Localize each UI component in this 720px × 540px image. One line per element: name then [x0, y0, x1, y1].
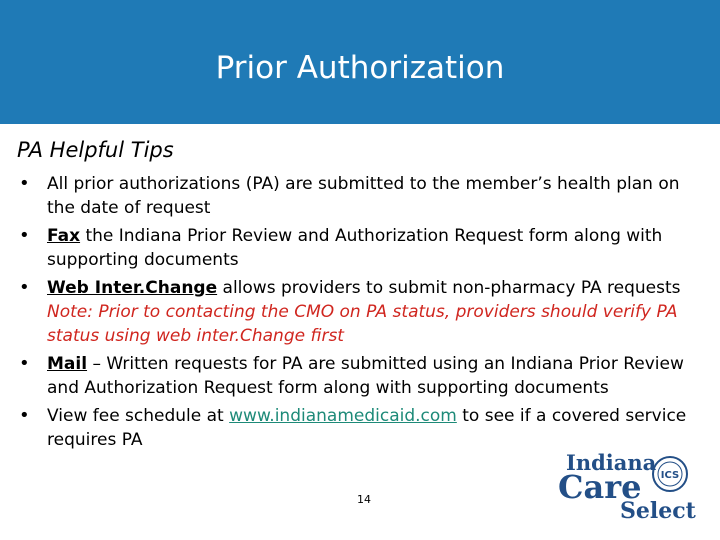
tips-list [17, 172, 707, 456]
list-item [17, 352, 707, 400]
title-bar [0, 0, 720, 124]
seal-text: ICS [660, 470, 680, 481]
bullet-text: – Written requests for PA are submitted using an Indiana Prior Review and Authorization Request form along with supporting documents [47, 354, 684, 398]
web-interchange-keyword: Web Inter.Change [47, 278, 218, 298]
indiana-care-select-logo [552, 448, 700, 522]
logo-text-select: Select [620, 498, 696, 522]
fee-schedule-link[interactable]: www.indianamedicaid.com [229, 406, 457, 426]
list-item [17, 404, 707, 452]
bullet-text: to see if a covered service requires PA [47, 406, 687, 450]
fax-keyword: Fax [47, 226, 81, 246]
bullet-text: View fee schedule at [47, 406, 230, 426]
bullet-text: allows providers to submit non-pharmacy PA requests [217, 278, 681, 298]
slide-title: Prior Authorization [215, 50, 505, 86]
seal-icon [653, 457, 687, 491]
bullet-text: the Indiana Prior Review and Authorization Request form along with supporting documents [47, 226, 663, 270]
section-subtitle: PA Helpful Tips [17, 138, 174, 162]
logo-text-care: Care [558, 468, 642, 506]
mail-keyword: Mail [47, 354, 88, 374]
list-item [17, 172, 707, 220]
bullet-text: All prior authorizations (PA) are submitted to the member’s health plan on the date of request [47, 174, 680, 218]
list-item [17, 224, 707, 272]
page-number: 14 [357, 493, 371, 506]
logo-text-indiana: Indiana [566, 450, 657, 475]
list-item [17, 276, 707, 348]
note-text: Note: Prior to contacting the CMO on PA status, providers should verify PA status using web inter.Change first [47, 302, 678, 346]
